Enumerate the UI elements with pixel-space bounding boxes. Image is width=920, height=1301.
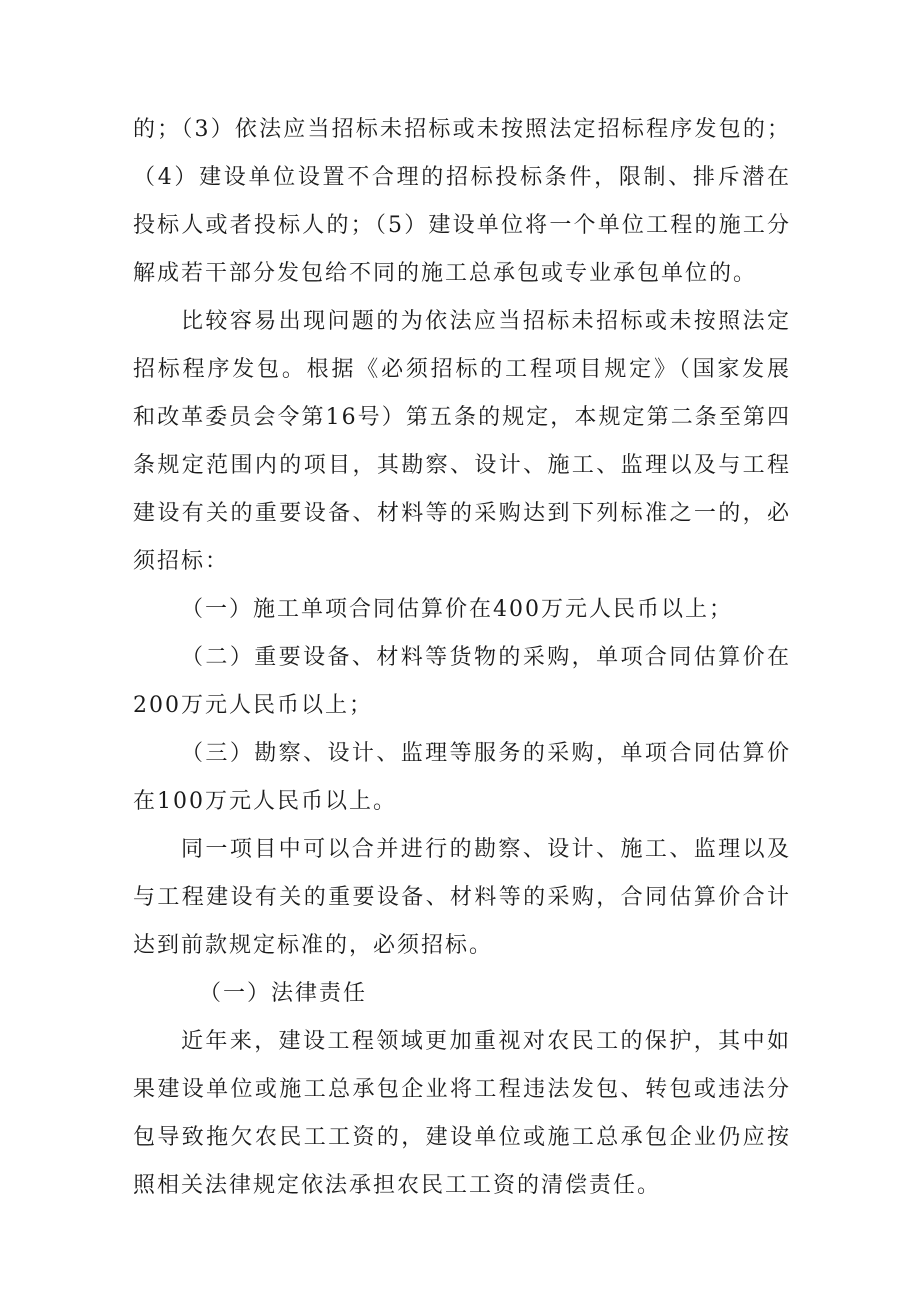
paragraph-continuation: 的；（3）依法应当招标未招标或未按照法定招标程序发包的；（4）建设单位设置不合理的招标投标条件，限制、排斥潜在投标人或者投标人的；（5）建设单位将一个单位工程的施工分解成若干部分发包给不同的施工总承包或专业承包单位的。 <box>133 117 791 286</box>
list-item-construction: （一）施工单项合同估算价在400万元人民币以上； <box>181 597 733 622</box>
section-heading-legal-liability: （一）法律责任 <box>199 981 368 1006</box>
paragraph-combined-procurement: 同一项目中可以合并进行的勘察、设计、施工、监理以及与工程建设有关的重要设备、材料等的采购，合同估算价合计达到前款规定标准的，必须招标。 <box>133 837 791 958</box>
list-item-equipment: （二）重要设备、材料等货物的采购，单项合同估算价在200万元人民币以上； <box>133 645 791 718</box>
paragraph-migrant-workers: 近年来，建设工程领域更加重视对农民工的保护，其中如果建设单位或施工总承包企业将工程违法发包、转包或违法分包导致拖欠农民工工资的，建设单位或施工总承包企业仍应按照相关法律规定依法承担农民工工资的清偿责任。 <box>133 1029 791 1198</box>
list-item-services: （三）勘察、设计、监理等服务的采购，单项合同估算价在100万元人民币以上。 <box>133 741 791 814</box>
paragraph-bidding-issue: 比较容易出现问题的为依法应当招标未招标或未按照法定招标程序发包。根据《必须招标的工程项目规定》（国家发展和改革委员会令第16号）第五条的规定，本规定第二条至第四条规定范围内的项目，其勘察、设计、施工、监理以及与工程建设有关的重要设备、材料等的采购达到下列标准之一的，必须招标： <box>133 309 791 574</box>
document-body <box>133 106 791 1210</box>
